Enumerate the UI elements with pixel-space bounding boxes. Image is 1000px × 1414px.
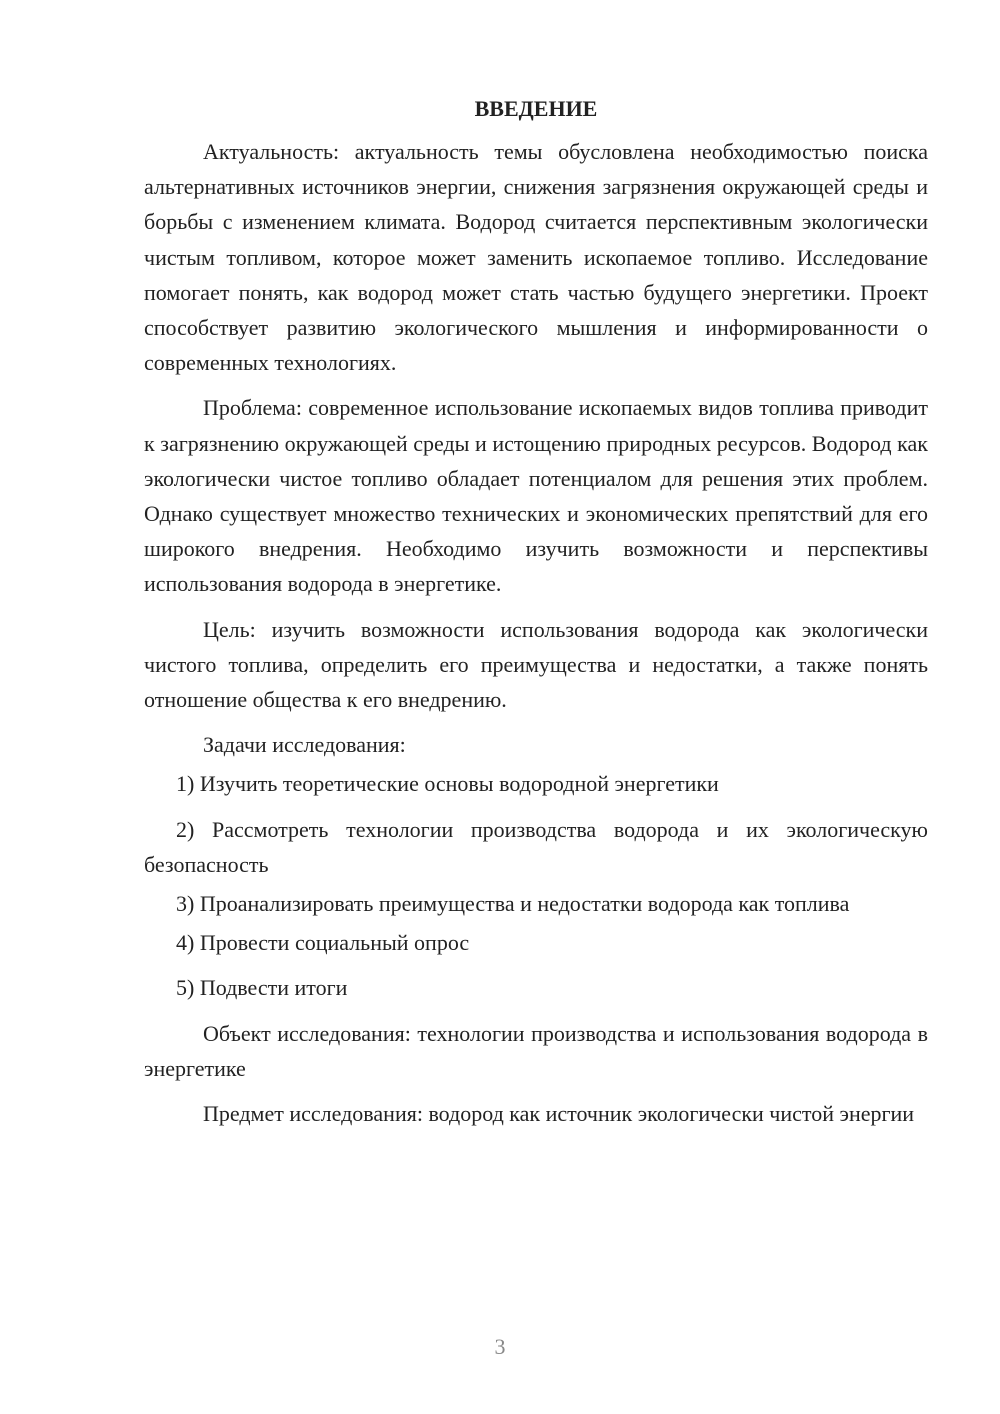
paragraph-relevance: Актуальность: актуальность темы обусловлена необходимостью поиска альтернативных источников энергии, снижения загрязнения окружающей среды и борьбы с изменением климата. Водород считается перспективным экологически чистым топливом, которое может заменить ископаемое топливо. Исследование помогает понять, как водород может стать частью будущего энергетики. Проект способствует развитию экологического мышления и информированности о современных технологиях.: [144, 139, 928, 376]
task-item: 2) Рассмотреть технологии производства водорода и их экологическую безопасность: [144, 816, 928, 877]
paragraph-goal: Цель: изучить возможности использования водорода как экологически чистого топлива, определить его преимущества и недостатки, а также понять отношение общества к его внедрению.: [144, 616, 928, 713]
task-item: 3) Проанализировать преимущества и недостатки водорода как топлива: [176, 891, 850, 917]
task-item: 4) Провести социальный опрос: [176, 930, 470, 956]
paragraph-problem: Проблема: современное использование ископаемых видов топлива приводит к загрязнению окружающей среды и истощению природных ресурсов. Водород как экологически чистое топливо обладает потенциалом для решения этих проблем. Однако существует множество технических и экономических препятствий для его широкого внедрения. Необходимо изучить возможности и перспективы использования водорода в энергетике.: [144, 395, 928, 597]
page-number: 3: [494, 1334, 506, 1359]
task-item: 5) Подвести итоги: [176, 975, 348, 1001]
paragraph-subject: Предмет исследования: водород как источник экологически чистой энергии: [203, 1101, 915, 1127]
paragraph-object: Объект исследования: технологии производства и использования водорода в энергетике: [144, 1020, 928, 1081]
document-body: [144, 94, 928, 1141]
section-heading: ВВЕДЕНИЕ: [474, 96, 598, 121]
task-item: 1) Изучить теоретические основы водородной энергетики: [176, 771, 719, 797]
tasks-title: Задачи исследования:: [203, 732, 406, 758]
